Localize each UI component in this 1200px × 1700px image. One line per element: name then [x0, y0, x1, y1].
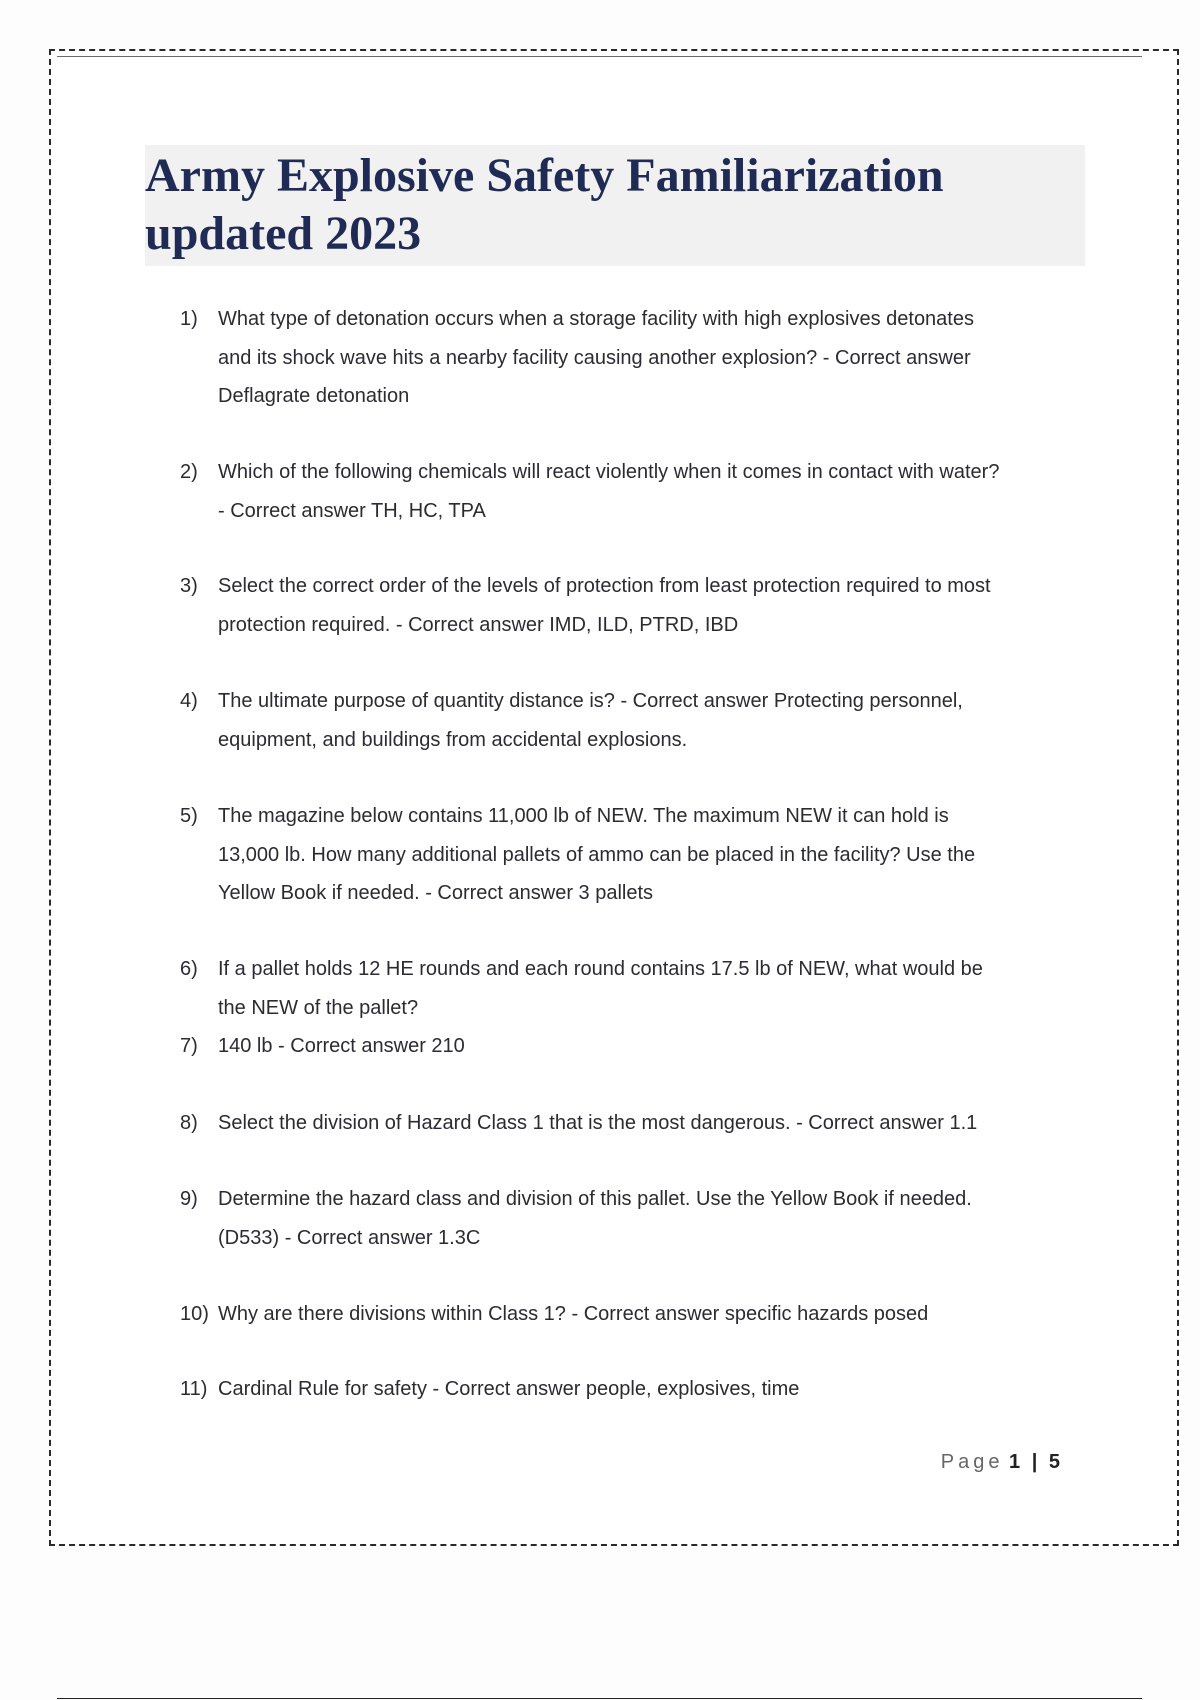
question-text	[218, 1104, 1098, 1143]
document-title-line-2: updated 2023	[145, 207, 422, 260]
bottom-divider	[57, 1698, 1142, 1699]
question-line: Why are there divisions within Class 1? - Correct answer specific hazards posed	[218, 1303, 929, 1325]
question-line: and its shock wave hits a nearby facility causing another explosion? - Correct answer	[218, 346, 971, 369]
question-number: 9)	[180, 1188, 198, 1210]
page-footer	[941, 1451, 1060, 1474]
question-number: 1)	[180, 308, 198, 330]
question-line: What type of detonation occurs when a storage facility with high explosives detonates	[218, 308, 974, 330]
question-text	[218, 1295, 1098, 1334]
page-label: Page	[940, 1451, 1004, 1473]
question-line: 140 lb - Correct answer 210	[218, 1035, 465, 1057]
current-page-number: 1	[1009, 1451, 1021, 1473]
question-number: 6)	[180, 958, 198, 980]
question-line: The ultimate purpose of quantity distance is? - Correct answer Protecting personnel,	[218, 690, 963, 712]
question-line: Select the division of Hazard Class 1 that is the most dangerous. - Correct answer 1.1	[218, 1112, 978, 1134]
question-number: 5)	[180, 805, 198, 827]
question-line: Select the correct order of the levels of protection from least protection required to most	[218, 575, 991, 597]
question-line: The magazine below contains 11,000 lb of NEW. The maximum NEW it can hold is	[218, 805, 949, 827]
page-separator: |	[1031, 1451, 1038, 1473]
document-title-line-1: Army Explosive Safety Familiarization	[145, 149, 944, 202]
total-pages: 5	[1048, 1451, 1060, 1473]
question-line: Deflagrate detonation	[218, 385, 410, 407]
question-line: Determine the hazard class and division of this pallet. Use the Yellow Book if needed.	[218, 1188, 972, 1210]
question-line: - Correct answer TH, HC, TPA	[218, 499, 486, 522]
question-number: 8)	[180, 1112, 198, 1134]
question-number: 7)	[180, 1035, 198, 1057]
question-number: 4)	[180, 690, 198, 712]
question-number: 3)	[180, 575, 198, 597]
question-line: the NEW of the pallet?	[218, 996, 419, 1019]
question-line: Which of the following chemicals will react violently when it comes in contact with water?	[218, 461, 1000, 483]
question-line: 13,000 lb. How many additional pallets of ammo can be placed in the facility? Use the	[218, 843, 976, 866]
question-text	[218, 567, 1098, 644]
question-number: 10)	[180, 1303, 209, 1325]
question-line: (D533) - Correct answer 1.3C	[218, 1226, 481, 1249]
question-text	[218, 453, 1098, 530]
question-line: If a pallet holds 12 HE rounds and each round contains 17.5 lb of NEW, what would be	[218, 958, 983, 980]
question-line: Yellow Book if needed. - Correct answer 3 pallets	[218, 882, 654, 904]
question-number: 11)	[180, 1378, 208, 1400]
question-text	[218, 797, 1098, 913]
question-line: Cardinal Rule for safety - Correct answer people, explosives, time	[218, 1378, 800, 1400]
question-text	[218, 1180, 1098, 1257]
question-text	[218, 1370, 1098, 1409]
question-line: equipment, and buildings from accidental explosions.	[218, 728, 688, 751]
question-text	[218, 1027, 1098, 1066]
question-number: 2)	[180, 461, 198, 483]
question-text	[218, 950, 1098, 1027]
question-text	[218, 682, 1098, 759]
question-line: protection required. - Correct answer IMD, ILD, PTRD, IBD	[218, 613, 739, 636]
question-text	[218, 300, 1098, 416]
